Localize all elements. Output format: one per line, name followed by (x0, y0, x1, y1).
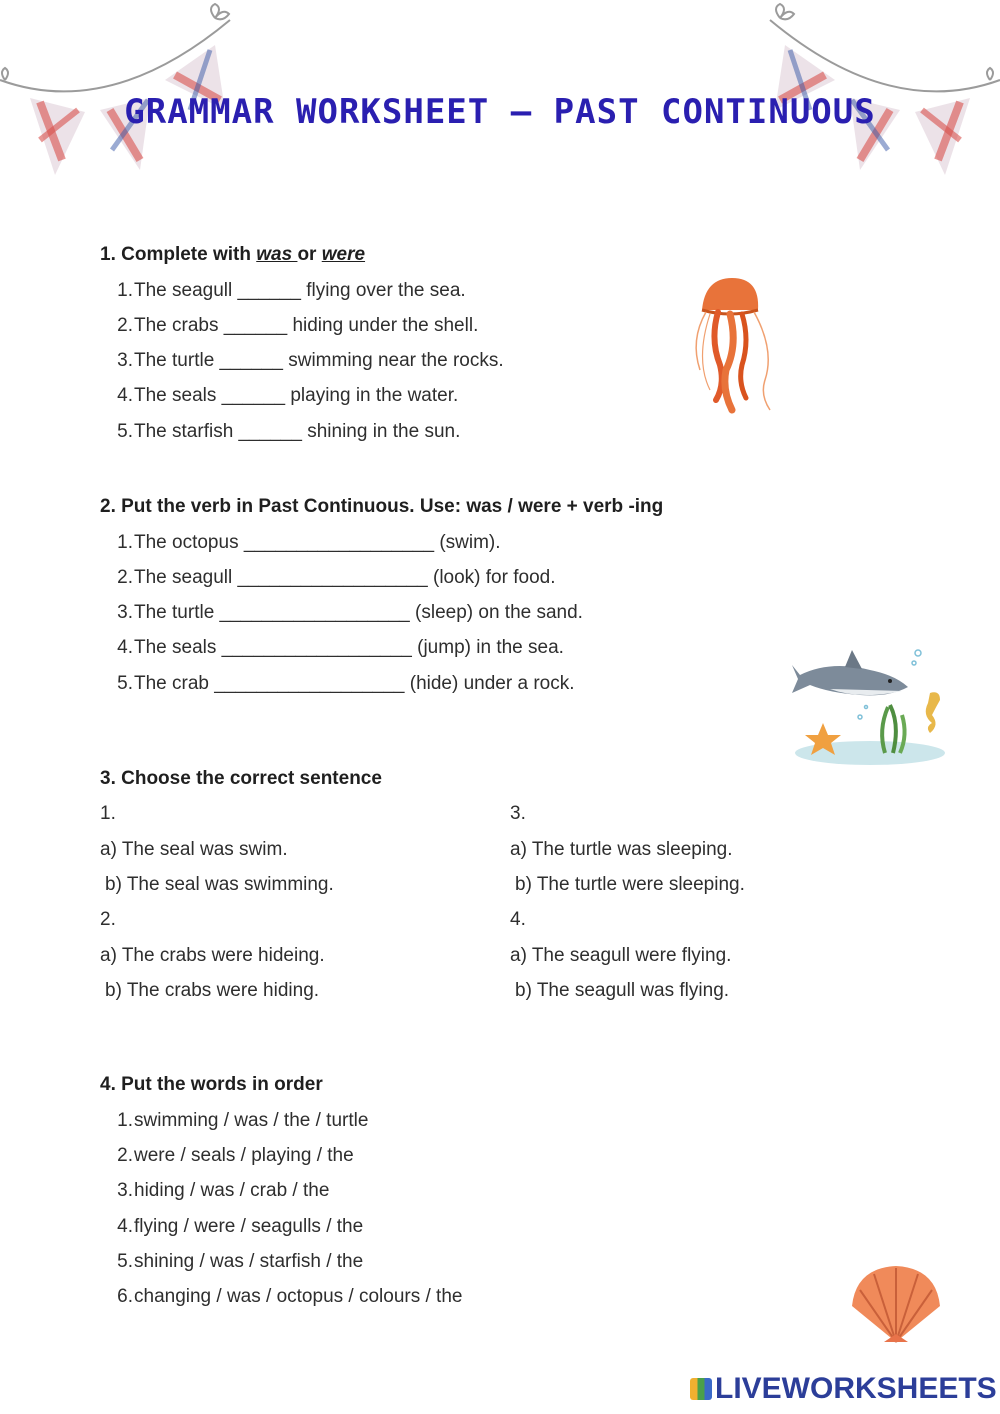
list-item: swimming / was / the / turtle (134, 1110, 369, 1131)
list-item-number: 4. (117, 1216, 133, 1237)
answer-option: a) The turtle was sleeping. (510, 839, 733, 860)
list-item: The seagull ______ flying over the sea. (134, 280, 466, 301)
list-item-number: 5. (117, 673, 133, 694)
section-1-heading-mid: or (297, 244, 322, 265)
list-item: The turtle ______ swimming near the rocks. (134, 350, 504, 371)
question-number: 3. (510, 803, 526, 824)
liveworksheets-logo[interactable] (690, 1372, 997, 1406)
list-item: The seagull __________________ (look) for food. (134, 567, 556, 588)
list-item-number: 6. (117, 1286, 133, 1307)
answer-option: b) The seagull was flying. (515, 980, 730, 1001)
section-1-heading (100, 244, 365, 266)
answer-option: b) The crabs were hiding. (105, 980, 320, 1001)
answer-option: a) The crabs were hideing. (100, 945, 325, 966)
list-item-number: 3. (117, 1180, 133, 1201)
page-title: GRAMMAR WORKSHEET – PAST CONTINUOUS (124, 92, 876, 132)
list-item-number: 5. (117, 1251, 133, 1272)
question-number: 1. (100, 803, 116, 824)
jellyfish-illustration (680, 270, 790, 420)
list-item-number: 1. (117, 280, 133, 301)
list-item-number: 3. (117, 602, 133, 623)
answer-option: b) The turtle were sleeping. (515, 874, 745, 895)
section-4-heading: 4. Put the words in order (100, 1074, 323, 1095)
list-item-number: 1. (117, 532, 133, 553)
list-item: changing / was / octopus / colours / the (134, 1286, 463, 1307)
list-item: flying / were / seagulls / the (134, 1216, 364, 1237)
list-item: shining / was / starfish / the (134, 1251, 364, 1272)
seashell-illustration (846, 1260, 946, 1350)
sea-life-illustration (790, 645, 950, 770)
logo-mark-icon (690, 1378, 712, 1400)
list-item: hiding / was / crab / the (134, 1180, 330, 1201)
question-number: 4. (510, 909, 526, 930)
list-item-number: 2. (117, 567, 133, 588)
list-item: The turtle __________________ (sleep) on the sand. (134, 602, 583, 623)
answer-option: a) The seal was swim. (100, 839, 288, 860)
shark-icon (792, 650, 908, 695)
logo-text: LIVEWORKSHEETS (715, 1372, 997, 1405)
section-1-heading-prefix: 1. Complete with (100, 244, 257, 265)
list-item-number: 3. (117, 350, 133, 371)
list-item: The seals ______ playing in the water. (134, 385, 459, 406)
list-item-number: 5. (117, 421, 133, 442)
list-item: were / seals / playing / the (134, 1145, 354, 1166)
list-item-number: 1. (117, 1110, 133, 1131)
question-number: 2. (100, 909, 116, 930)
section-2-heading: 2. Put the verb in Past Continuous. Use: was / were + verb -ing (100, 496, 664, 517)
list-item: The crab __________________ (hide) under a rock. (134, 673, 575, 694)
answer-option: a) The seagull were flying. (510, 945, 732, 966)
list-item: The starfish ______ shining in the sun. (134, 421, 461, 442)
list-item-number: 4. (117, 637, 133, 658)
were-keyword: were (321, 244, 366, 265)
list-item: The crabs ______ hiding under the shell. (134, 315, 479, 336)
list-item: The octopus __________________ (swim). (134, 532, 501, 553)
seahorse-icon (926, 692, 940, 733)
list-item-number: 2. (117, 315, 133, 336)
was-keyword: was (256, 244, 298, 265)
list-item-number: 2. (117, 1145, 133, 1166)
list-item: The seals __________________ (jump) in the sea. (134, 637, 564, 658)
section-3-heading: 3. Choose the correct sentence (100, 768, 382, 789)
answer-option: b) The seal was swimming. (105, 874, 334, 895)
list-item-number: 4. (117, 385, 133, 406)
